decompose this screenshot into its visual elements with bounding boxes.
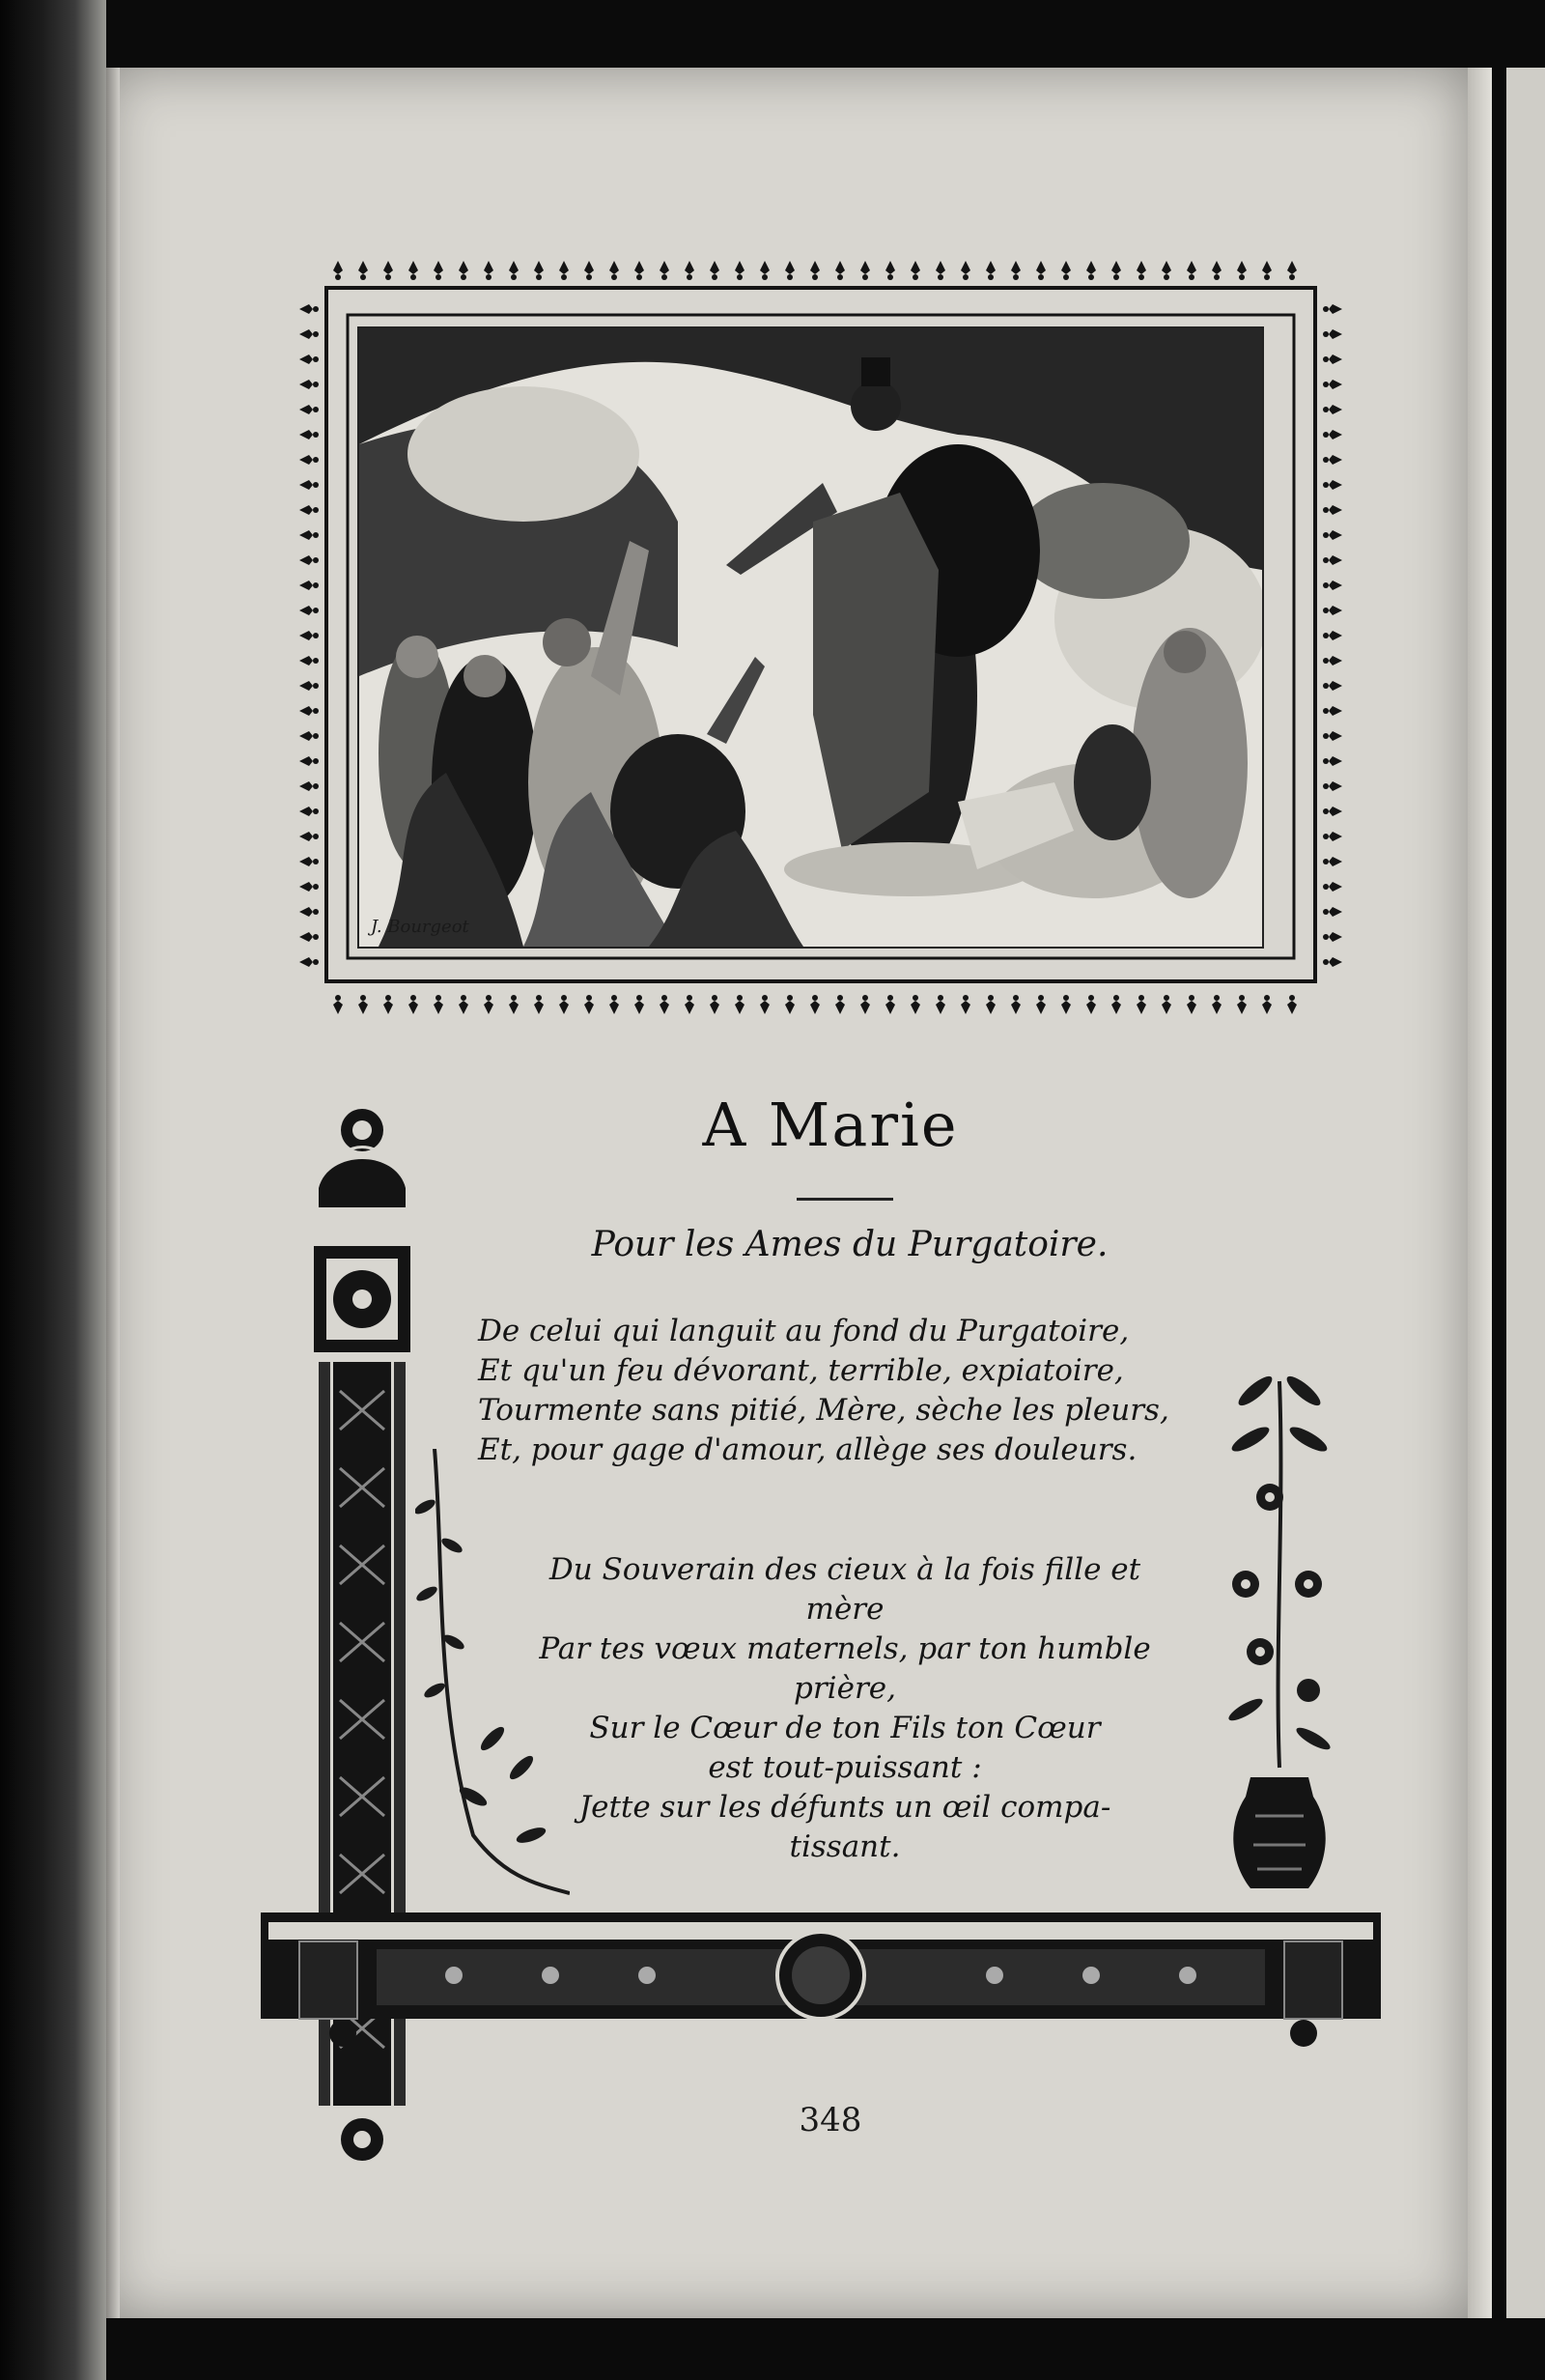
fleur-ornament — [1187, 995, 1196, 1014]
fleur-ornament — [459, 995, 468, 1014]
fleur-ornament — [986, 995, 996, 1014]
fleur-ornament — [299, 907, 319, 917]
fleur-ornament — [760, 261, 770, 280]
fleur-ornament — [885, 995, 895, 1014]
fleur-ornament — [559, 261, 569, 280]
fleur-ornament — [835, 995, 845, 1014]
verse-line: Du Souverain des cieux à la fois fille et — [548, 1552, 1141, 1587]
fleur-ornament — [509, 995, 519, 1014]
fleur-ornament — [434, 261, 443, 280]
fleur-ornament — [299, 957, 319, 967]
page-gutter-right — [1468, 68, 1492, 2318]
verse-line: Jette sur les défunts un œil compa- — [578, 1790, 1111, 1825]
fleur-ornament — [1036, 261, 1046, 280]
fleur-ornament — [810, 995, 820, 1014]
stanza-one — [478, 1312, 1260, 1470]
fleur-ornament — [299, 530, 319, 540]
fleur-ornament — [735, 261, 744, 280]
fleur-ornament — [1323, 505, 1342, 515]
fleur-ornament — [1111, 261, 1121, 280]
fleur-ornament — [383, 261, 393, 280]
fleur-ornament — [911, 995, 920, 1014]
fleur-ornament — [1323, 304, 1342, 314]
stanza-two — [488, 1550, 1202, 1867]
fleur-ornament — [299, 555, 319, 565]
fleur-ornament — [810, 261, 820, 280]
fleur-ornament — [1011, 995, 1021, 1014]
fleur-ornament — [1323, 781, 1342, 791]
fleur-ornament — [1323, 631, 1342, 640]
fleur-ornament — [534, 261, 544, 280]
fleur-ornament — [961, 995, 970, 1014]
fleur-ornament — [1323, 354, 1342, 364]
fleur-ornament — [986, 261, 996, 280]
fleur-ornament — [333, 261, 343, 280]
fleur-ornament — [434, 995, 443, 1014]
verse-line: prière, — [794, 1671, 896, 1706]
fleur-ornament — [1323, 329, 1342, 339]
verse-line: Et qu'un feu dévorant, terrible, expiatoire, — [478, 1353, 1124, 1388]
fleur-ornament — [299, 731, 319, 741]
fleur-ornament — [1086, 995, 1096, 1014]
fleur-ornament — [299, 857, 319, 866]
verse-line: mère — [805, 1592, 885, 1627]
fleur-ornament — [1323, 957, 1342, 967]
fleur-ornament — [936, 261, 945, 280]
fleur-ornament — [1323, 455, 1342, 465]
fleur-ornament — [299, 581, 319, 590]
fleur-ornament — [1137, 261, 1146, 280]
book-spine-left — [0, 0, 106, 2380]
fleur-ornament — [299, 832, 319, 841]
fleur-ornament — [299, 882, 319, 892]
fleur-ornament — [299, 606, 319, 615]
madonna-engraving — [359, 328, 1262, 947]
fleur-ornament — [835, 261, 845, 280]
fleur-ornament — [710, 995, 719, 1014]
fleur-ornament — [1011, 261, 1021, 280]
fleur-ornament — [299, 455, 319, 465]
verse-line: Tourmente sans pitié, Mère, sèche les pleurs, — [478, 1393, 1169, 1428]
fleur-ornament — [584, 261, 594, 280]
fleur-ornament — [299, 807, 319, 816]
fleur-ornament — [1287, 995, 1297, 1014]
fleur-ornament — [1323, 480, 1342, 490]
fleur-ornament — [785, 261, 795, 280]
fleur-ornament — [383, 995, 393, 1014]
fleur-ornament — [299, 405, 319, 414]
fleur-ornament — [299, 781, 319, 791]
verse-line: Sur le Cœur de ton Fils ton Cœur — [589, 1711, 1101, 1745]
fleur-ornament — [1262, 261, 1272, 280]
fleur-ornament — [609, 261, 619, 280]
fleur-ornament — [685, 995, 694, 1014]
fleur-ornament — [1212, 995, 1222, 1014]
fleur-ornament — [333, 995, 343, 1014]
fleur-ornament — [1162, 995, 1171, 1014]
fleur-ornament — [1323, 530, 1342, 540]
fleur-ornament — [1111, 995, 1121, 1014]
fleur-ornament — [1323, 756, 1342, 766]
fleur-ornament — [299, 756, 319, 766]
fleur-ornament — [1212, 261, 1222, 280]
fleur-ornament — [1237, 261, 1247, 280]
page-subtitle: Pour les Ames du Purgatoire. — [591, 1225, 1109, 1264]
fleur-ornament — [299, 631, 319, 640]
fleur-ornament — [911, 261, 920, 280]
page-number: 348 — [799, 2101, 862, 2139]
illustration-frame — [290, 241, 1352, 1034]
fleur-ornament — [760, 995, 770, 1014]
fleur-ornament — [1162, 261, 1171, 280]
fleur-ornament — [1323, 555, 1342, 565]
fleur-ornament — [299, 430, 319, 439]
fleur-ornament — [484, 261, 493, 280]
fleur-ornament — [936, 995, 945, 1014]
fleur-ornament — [299, 656, 319, 666]
fleur-ornament — [1086, 261, 1096, 280]
fleur-ornament — [1323, 405, 1342, 414]
fleur-ornament — [1187, 261, 1196, 280]
fleur-ornament — [1323, 932, 1342, 942]
fleur-ornament — [1237, 995, 1247, 1014]
fleur-ornament — [1323, 731, 1342, 741]
fleur-ornament — [785, 995, 795, 1014]
fleur-ornament — [1061, 261, 1071, 280]
fleur-ornament — [1323, 907, 1342, 917]
fleur-ornament — [1323, 807, 1342, 816]
fleur-ornament — [1323, 857, 1342, 866]
fleur-ornament — [534, 995, 544, 1014]
fleur-ornament — [408, 261, 418, 280]
fleur-ornament — [735, 995, 744, 1014]
fleur-ornament — [1036, 995, 1046, 1014]
fleur-ornament — [1323, 380, 1342, 389]
verse-line: est tout-puissant : — [708, 1750, 982, 1785]
fleur-ornament — [1061, 995, 1071, 1014]
purgatory-illustration — [357, 326, 1264, 949]
fleur-ornament — [299, 304, 319, 314]
fleur-ornament — [685, 261, 694, 280]
verse-line: De celui qui languit au fond du Purgatoire, — [478, 1314, 1130, 1348]
fleur-ornament — [299, 681, 319, 691]
fleur-ornament — [459, 261, 468, 280]
fleur-ornament — [408, 995, 418, 1014]
fleur-ornament — [1323, 581, 1342, 590]
fleur-ornament — [358, 261, 368, 280]
fleur-ornament — [860, 995, 870, 1014]
fleur-ornament — [609, 995, 619, 1014]
ornamental-frieze-bottom — [261, 1893, 1381, 2048]
verse-line: tissant. — [789, 1829, 901, 1864]
fleur-ornament — [299, 329, 319, 339]
fleur-ornament — [1287, 261, 1297, 280]
fleur-ornament — [299, 480, 319, 490]
illustration-signature: J. Bourgeot — [371, 917, 469, 937]
verse-line: Par tes vœux maternels, par ton humble — [539, 1631, 1151, 1666]
fleur-ornament — [1137, 995, 1146, 1014]
fleur-ornament — [584, 995, 594, 1014]
fleur-ornament — [961, 261, 970, 280]
fleur-ornament — [1323, 430, 1342, 439]
fleur-ornament — [1323, 832, 1342, 841]
fleur-ornament — [509, 261, 519, 280]
fleur-ornament — [559, 995, 569, 1014]
fleur-ornament — [299, 380, 319, 389]
fleur-ornament — [1323, 706, 1342, 716]
page-title: A Marie — [702, 1090, 959, 1160]
fleur-ornament — [1323, 606, 1342, 615]
fleur-ornament — [299, 932, 319, 942]
fleur-ornament — [660, 995, 669, 1014]
title-rule — [797, 1198, 893, 1201]
fleur-ornament — [1323, 656, 1342, 666]
verse-line: Et, pour gage d'amour, allège ses douleurs. — [478, 1432, 1138, 1467]
fleur-ornament — [358, 995, 368, 1014]
fleur-ornament — [860, 261, 870, 280]
fleur-ornament — [299, 505, 319, 515]
fleur-ornament — [299, 706, 319, 716]
fleur-ornament — [660, 261, 669, 280]
fleur-ornament — [1323, 882, 1342, 892]
next-page-edge — [1506, 68, 1545, 2318]
fleur-ornament — [634, 261, 644, 280]
fleur-ornament — [1323, 681, 1342, 691]
fleur-ornament — [484, 995, 493, 1014]
fleur-ornament — [634, 995, 644, 1014]
fleur-ornament — [299, 354, 319, 364]
fleur-ornament — [710, 261, 719, 280]
fleur-ornament — [885, 261, 895, 280]
fleur-ornament — [1262, 995, 1272, 1014]
